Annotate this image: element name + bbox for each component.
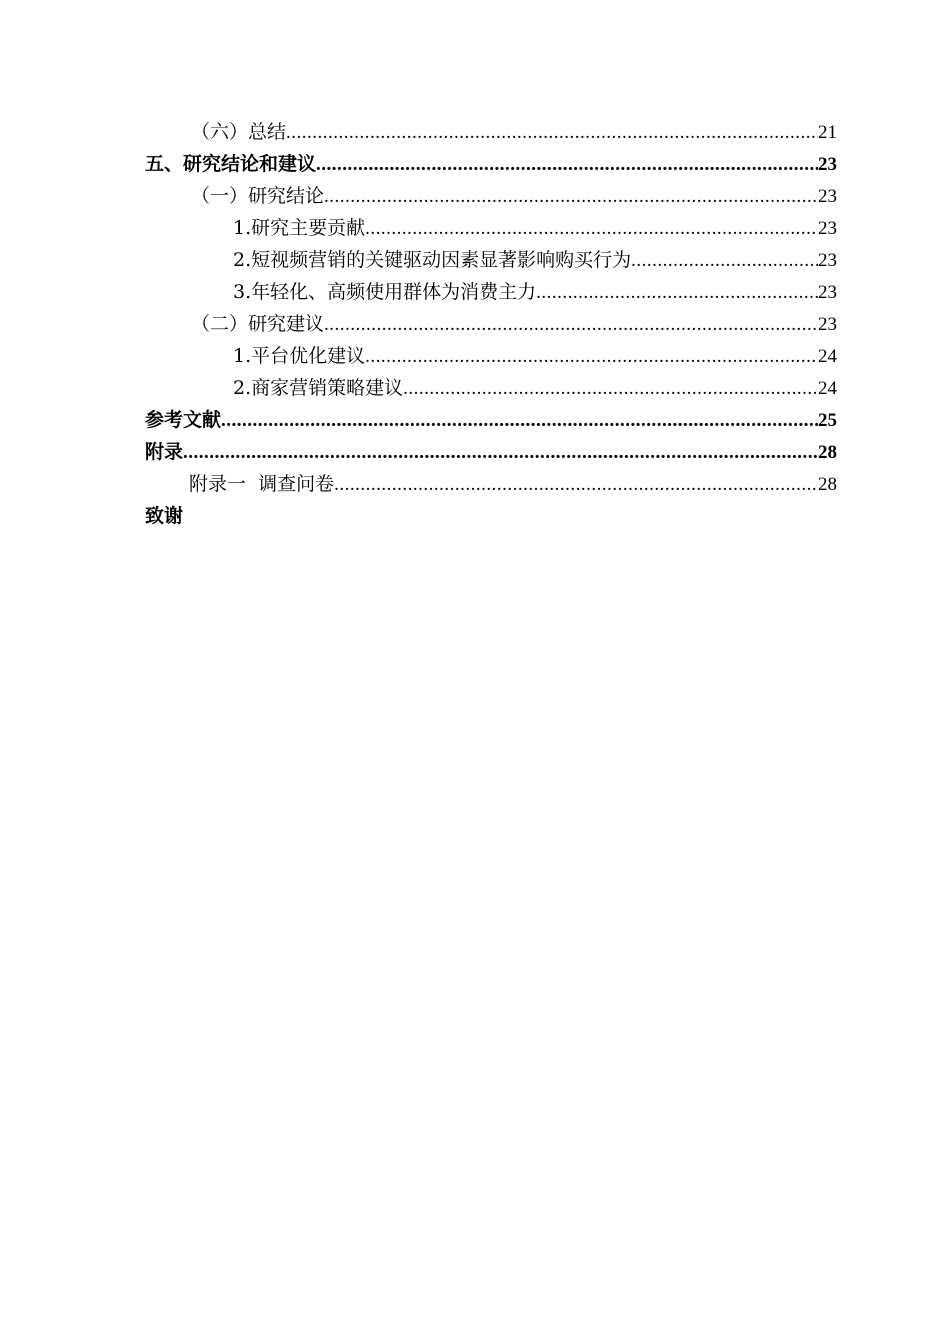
toc-page-number: 23 [818, 186, 837, 207]
toc-entry-references[interactable] [145, 404, 837, 436]
toc-entry-title: 2.短视频营销的关键驱动因素显著影响购买行为 [233, 249, 632, 271]
toc-entry-platform-optimization[interactable] [145, 340, 837, 372]
toc-entry-title: 1.平台优化建议 [233, 345, 366, 367]
toc-page-number: 24 [818, 346, 837, 367]
toc-dot-leader [365, 341, 818, 373]
toc-entry-research-suggestions[interactable] [145, 308, 837, 340]
toc-page-number: 28 [818, 474, 837, 495]
toc-dot-leader [183, 437, 818, 469]
toc-page-number: 23 [818, 250, 837, 271]
toc-entry-merchant-strategy[interactable] [145, 372, 837, 404]
toc-entry-summary[interactable] [145, 116, 837, 148]
toc-dot-leader [221, 405, 818, 437]
toc-dot-leader [316, 149, 818, 181]
toc-page-number: 25 [818, 410, 837, 431]
toc-page-number: 23 [818, 154, 837, 175]
toc-page-number: 23 [818, 282, 837, 303]
toc-page-number: 28 [818, 442, 837, 463]
toc-entry-appendix[interactable] [145, 436, 837, 468]
toc-entry-title: 2.商家营销策略建议 [233, 377, 404, 399]
toc-entry-research-conclusion[interactable] [145, 180, 837, 212]
toc-entry-title: 五、研究结论和建议 [145, 153, 317, 175]
toc-entry-title: 附录 [145, 441, 184, 463]
toc-page-number: 24 [818, 378, 837, 399]
toc-dot-leader [324, 309, 818, 341]
toc-entry-title: 附录一 调查问卷 [189, 473, 335, 495]
toc-page-number: 21 [818, 122, 837, 143]
toc-entry-appendix-questionnaire[interactable] [145, 468, 837, 500]
toc-entry-young-users[interactable] [145, 276, 837, 308]
toc-page-number: 23 [818, 218, 837, 239]
toc-entry-title: （一）研究结论 [191, 185, 325, 207]
toc-entry-title: 致谢 [145, 505, 184, 527]
toc-entry-chapter-5[interactable] [145, 148, 837, 180]
toc-entry-title: 3.年轻化、高频使用群体为消费主力 [233, 281, 537, 303]
toc-page-number: 23 [818, 314, 837, 335]
toc-entry-title: （二）研究建议 [191, 313, 325, 335]
toc-entry-title: 参考文献 [145, 409, 222, 431]
toc-dot-leader [403, 373, 818, 405]
toc-entry-title: 1.研究主要贡献 [233, 217, 366, 239]
toc-dot-leader [536, 277, 818, 309]
toc-entry-key-drivers[interactable] [145, 244, 837, 276]
table-of-contents [145, 116, 837, 532]
toc-entry-title: （六）总结 [191, 121, 287, 143]
toc-entry-acknowledgements[interactable] [145, 500, 837, 532]
toc-entry-main-contribution[interactable] [145, 212, 837, 244]
toc-dot-leader [324, 181, 818, 213]
toc-dot-leader [334, 469, 818, 501]
toc-dot-leader [286, 117, 818, 149]
toc-dot-leader [365, 213, 818, 245]
toc-dot-leader [631, 245, 818, 277]
